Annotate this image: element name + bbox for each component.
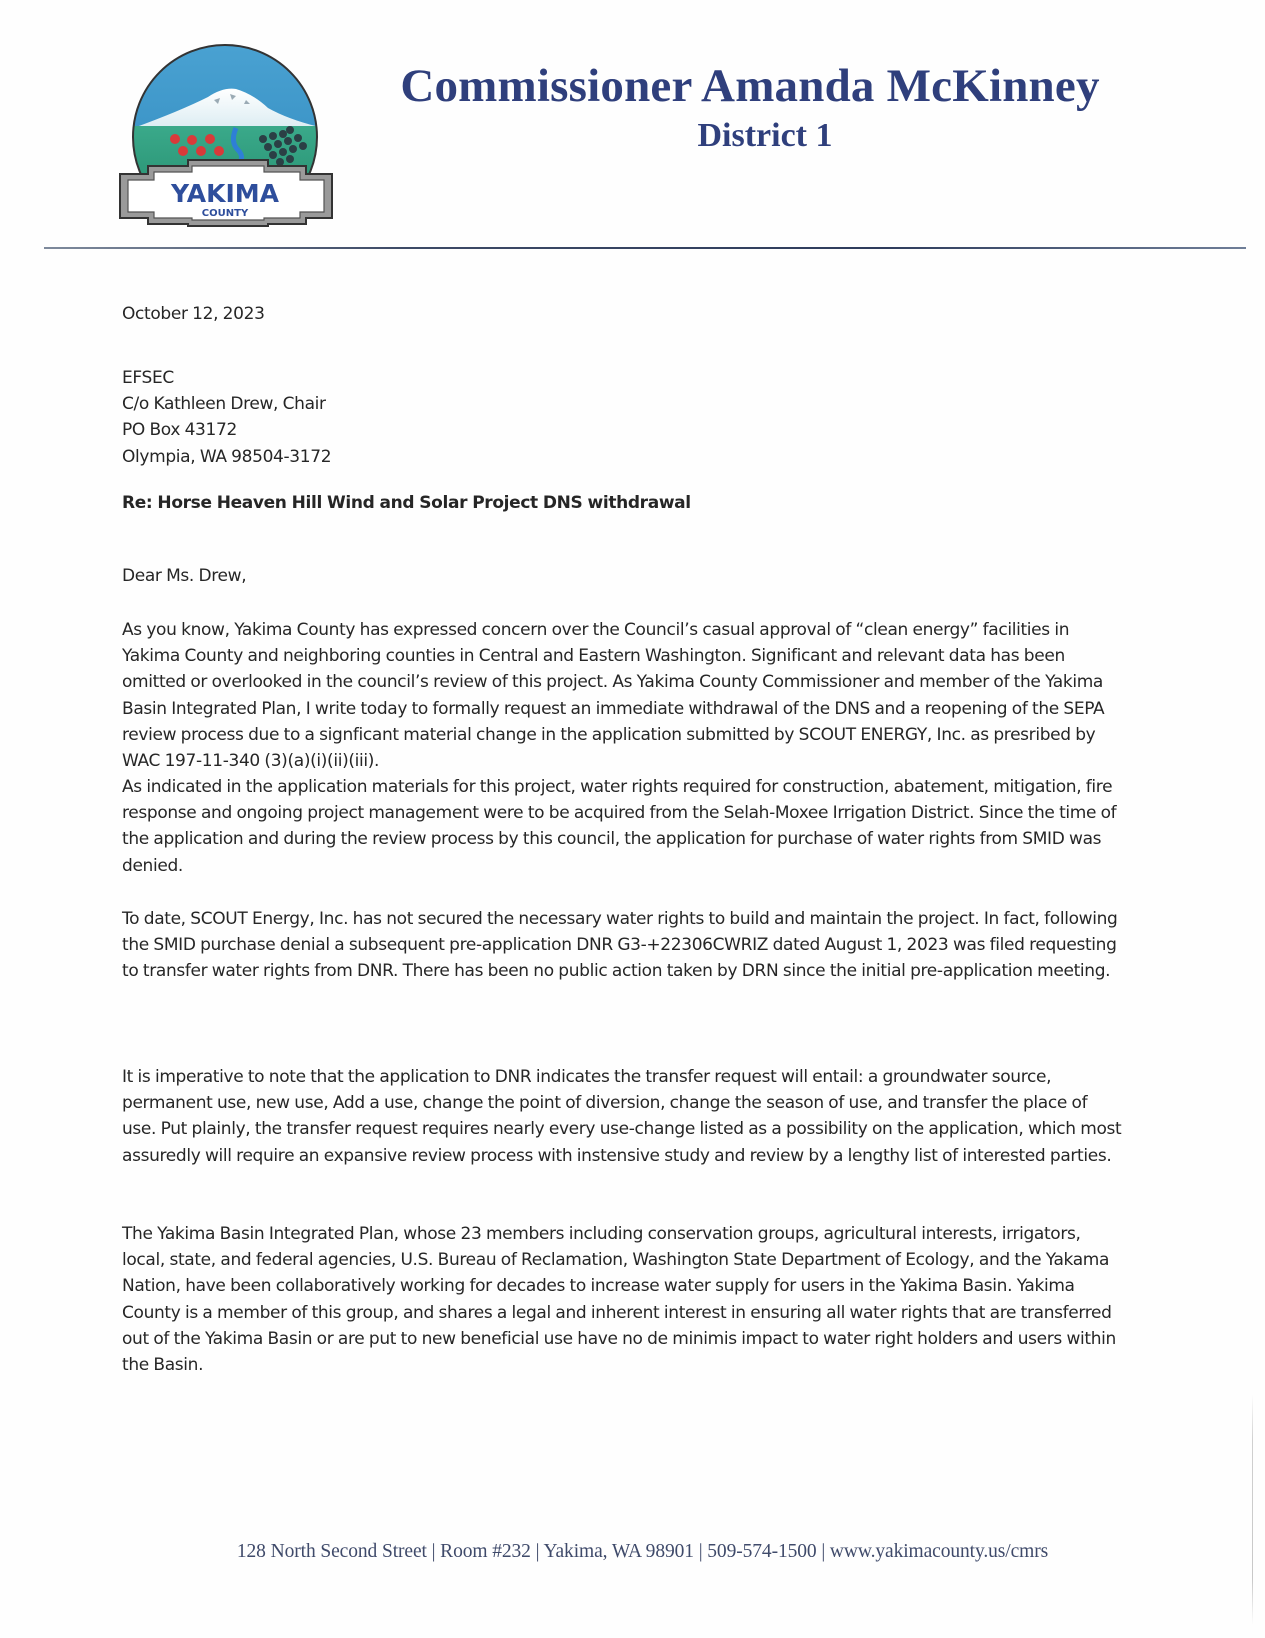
recipient-line: EFSEC — [122, 368, 174, 388]
footer-contact: 128 North Second Street | Room #232 | Yakima, WA 98901 | 509-574-1500 | www.yakimacounty.us/cmrs — [236, 1541, 1049, 1562]
recipient-line: C/o Kathleen Drew, Chair — [122, 394, 326, 415]
yakima-county-seal-icon — [118, 42, 343, 227]
recipient-line: PO Box 43172 — [122, 420, 237, 441]
body-paragraph: To date, SCOUT Energy, Inc. has not secured the necessary water rights to build and maintain the project. In fact, following the SMID purchase denial a subsequent pre-application DNR G3-+22306CWRIZ dated August 1, 2023 was filed requesting to transfer water rights from DNR. There has been no public action taken by DRN since the initial pre-application meeting. — [122, 909, 1118, 982]
recipient-address — [122, 365, 1122, 470]
body-paragraph: As indicated in the application materials for this project, water rights required for construction, abatement, mitigation, fire response and ongoing project management were to be acquired from the Selah-Moxee Irrigation District. Since the time of the application and during the review process by this council, the application for purchase of water rights from SMID was denied. — [122, 777, 1117, 876]
letterhead-divider — [44, 247, 1246, 249]
commissioner-name: Commissioner Amanda McKinney — [400, 60, 1100, 112]
subject-line: Re: Horse Heaven Hill Wind and Solar Project DNS withdrawal — [122, 493, 691, 513]
logo-text-county: COUNTY — [201, 208, 249, 219]
body-paragraph: The Yakima Basin Integrated Plan, whose 23 members including conservation groups, agricultural interests, irrigators, local, state, and federal agencies, U.S. Bureau of Reclamation, Washington State Department of Ecology, and the Yakama Nation, have been collaboratively working for decades to increase water supply for users in the Yakima Basin. Yakima County is a member of this group, and shares a legal and inherent interest in ensuring all water rights that are transferred out of the Yakima Basin or are put to new beneficial use have no de minimis impact to water right holders and users within the Basin. — [122, 1224, 1116, 1376]
salutation: Dear Ms. Drew, — [122, 566, 247, 586]
letterhead-title — [360, 58, 1140, 156]
district-label: District 1 — [697, 117, 833, 154]
recipient-line: Olympia, WA 98504-3172 — [122, 446, 332, 467]
letter-date: October 12, 2023 — [122, 304, 265, 324]
logo-text-yakima: YAKIMA — [171, 179, 279, 208]
body-paragraph: It is imperative to note that the application to DNR indicates the transfer request will entail: a groundwater source, permanent use, new use, Add a use, change the point of diversion, change the season of use, and transfer the place of use. Put plainly, the transfer request requires nearly every use-change listed as a possibility on the application, which most assuredly will require an expansive review process with instensive study and review by a lengthy list of interested parties. — [122, 1067, 1122, 1166]
scan-edge-line — [1252, 1395, 1253, 1625]
body-paragraph: As you know, Yakima County has expressed concern over the Council’s casual approval of “clean energy” facilities in Yakima County and neighboring counties in Central and Eastern Washington. Significant and relevant data has been omitted or overlooked in the council’s review of this project. As Yakima County Commissioner and member of the Yakima Basin Integrated Plan, I write today to formally request an immediate withdrawal of the DNS and a reopening of the SEPA review process due to a signficant material change in the application submitted by SCOUT ENERGY, Inc. as presribed by WAC 197-11-340 (3)(a)(i)(ii)(iii). — [122, 620, 1105, 772]
